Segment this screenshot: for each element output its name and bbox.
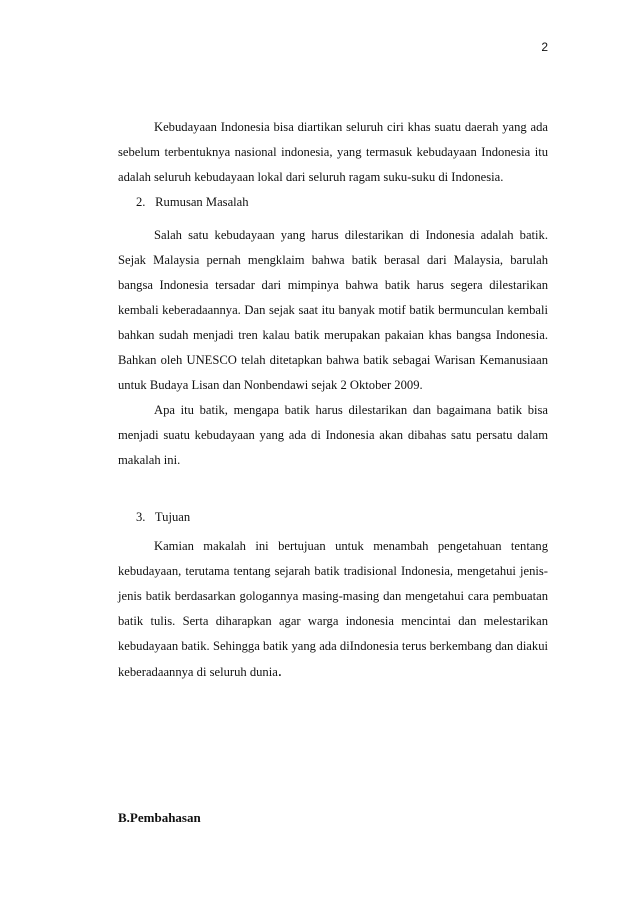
heading-tujuan bbox=[118, 505, 548, 530]
paragraph-tujuan bbox=[118, 534, 548, 685]
heading-title: Tujuan bbox=[154, 510, 191, 524]
paragraph: Apa itu batik, mengapa batik harus dilestarikan dan bagaimana batik bisa menjadi suatu kebudayaan yang ada di Indonesia akan dibahas satu persatu dalam makalah ini. bbox=[118, 403, 548, 467]
heading-number: 3. bbox=[136, 510, 146, 524]
section-heading-pembahasan: B.Pembahasan bbox=[118, 810, 201, 825]
paragraph: Salah satu kebudayaan yang harus dilestarikan di Indonesia adalah batik. Sejak Malaysia pernah mengklaim bahwa batik berasal dari Malaysia, barulah bangsa Indonesia tersadar dari mimpinya bahwa batik harus segera dilestarikan kembali keberadaannya. Dan sejak saat itu banyak motif batik bermunculan kembali bahkan sudah menjadi tren kalau batik merupakan pakaian khas bangsa Indonesia. Bahkan oleh UNESCO telah ditetapkan bahwa batik sebagai Warisan Kemanusiaan untuk Budaya Lisan dan Nonbendawi sejak 2 Oktober 2009. bbox=[118, 228, 548, 392]
paragraph-end-mark: . bbox=[277, 663, 282, 680]
heading-number: 2. bbox=[136, 195, 146, 209]
paragraph-text: Kamian makalah ini bertujuan untuk menambah pengetahuan tentang kebudayaan, terutama tentang sejarah batik tradisional Indonesia, mengetahui jenis-jenis batik berdasarkan gologannya masing-masing dan mengetahui cara pembuatan batik tulis. Serta diharapkan agar warga indonesia mencintai dan melestarikan kebudayaan batik. Sehingga batik yang ada diIndonesia terus berkembang dan diakui keberadaannya di seluruh dunia bbox=[118, 539, 548, 679]
heading-rumusan-masalah bbox=[118, 190, 548, 215]
heading-title: Rumusan Masalah bbox=[155, 195, 249, 209]
page-number: 2 bbox=[541, 40, 548, 54]
document-body bbox=[118, 115, 548, 685]
intro-paragraph: Kebudayaan Indonesia bisa diartikan seluruh ciri khas suatu daerah yang ada sebelum terbentuknya nasional indonesia, yang termasuk kebudayaan Indonesia itu adalah seluruh kebudayaan lokal dari seluruh ragam suku-suku di Indonesia. bbox=[118, 120, 548, 184]
